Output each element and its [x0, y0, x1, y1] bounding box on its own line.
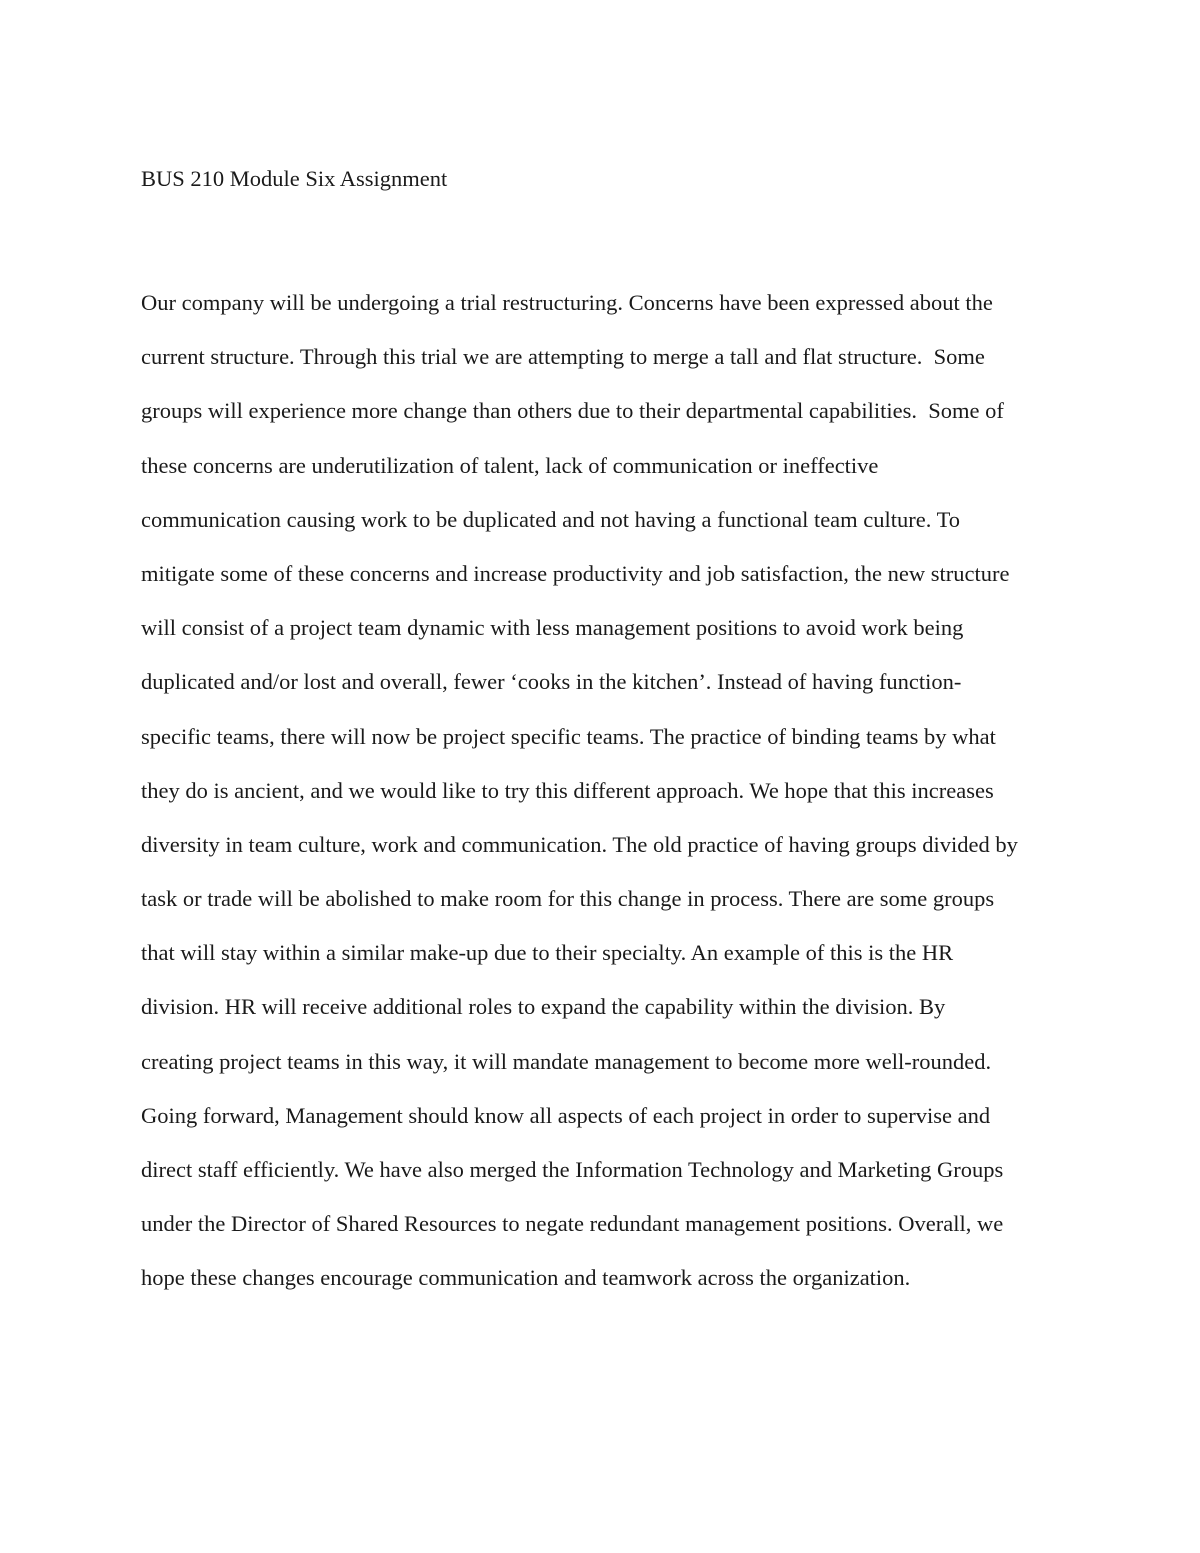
- body-line: groups will experience more change than others due to their departmental capabilities. Some of: [141, 398, 1004, 424]
- body-line: communication causing work to be duplicated and not having a functional team culture. To: [141, 506, 961, 532]
- body-line: they do is ancient, and we would like to try this different approach. We hope that this increases: [141, 777, 994, 803]
- document-title: BUS 210 Module Six Assignment: [141, 166, 448, 191]
- body-line: mitigate some of these concerns and increase productivity and job satisfaction, the new structure: [141, 560, 1010, 586]
- body-line: Going forward, Management should know all aspects of each project in order to supervise and: [141, 1102, 991, 1128]
- document-body: [141, 288, 1101, 1318]
- body-line: specific teams, there will now be project specific teams. The practice of binding teams by what: [141, 723, 996, 749]
- body-line: hope these changes encourage communication and teamwork across the organization.: [141, 1265, 911, 1291]
- body-line: current structure. Through this trial we are attempting to merge a tall and flat structure. Some: [141, 344, 985, 370]
- body-line: that will stay within a similar make-up due to their specialty. An example of this is the HR: [141, 940, 954, 966]
- body-line: division. HR will receive additional roles to expand the capability within the division. By: [141, 994, 946, 1020]
- body-line: duplicated and/or lost and overall, fewer ‘cooks in the kitchen’. Instead of having function-: [141, 669, 962, 695]
- body-line: creating project teams in this way, it will mandate management to become more well-rounded.: [141, 1048, 992, 1074]
- body-line: task or trade will be abolished to make room for this change in process. There are some groups: [141, 886, 995, 912]
- body-line: under the Director of Shared Resources to negate redundant management positions. Overall, we: [141, 1211, 1004, 1237]
- body-line: Our company will be undergoing a trial restructuring. Concerns have been expressed about the: [141, 290, 993, 315]
- body-line: these concerns are underutilization of talent, lack of communication or ineffective: [141, 452, 879, 478]
- body-line: diversity in team culture, work and communication. The old practice of having groups divided by: [141, 831, 1018, 857]
- body-line: direct staff efficiently. We have also merged the Information Technology and Marketing Groups: [141, 1157, 1004, 1182]
- body-line: will consist of a project team dynamic with less management positions to avoid work being: [141, 615, 964, 641]
